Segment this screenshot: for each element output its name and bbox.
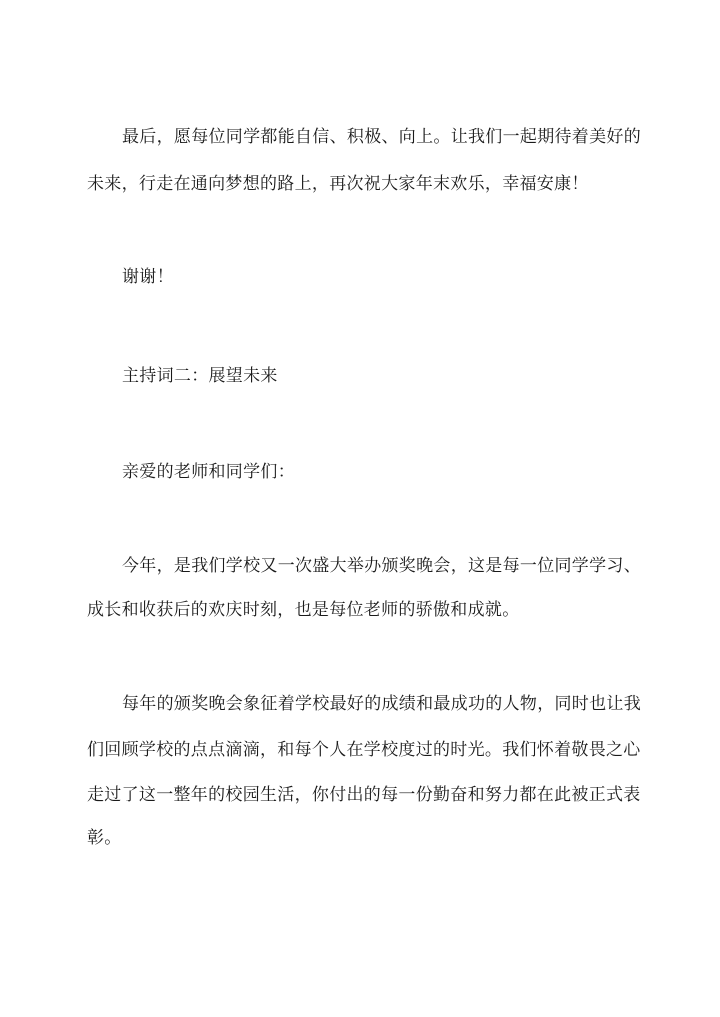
paragraph-2-line-1: 谢谢！	[122, 267, 174, 287]
paragraph-5-line-2: 成长和收获后的欢庆时刻，也是每位老师的骄傲和成就。	[87, 600, 520, 620]
paragraph-6-line-4: 彰。	[87, 828, 122, 848]
salutation: 亲爱的老师和同学们：	[122, 462, 295, 482]
paragraph-1-line-2: 未来，行走在通向梦想的路上，再次祝大家年末欢乐，幸福安康！	[87, 174, 589, 194]
paragraph-1-line-1: 最后，愿每位同学都能自信、积极、向上。让我们一起期待着美好的	[122, 127, 641, 147]
paragraph-5-line-1: 今年，是我们学校又一次盛大举办颁奖晚会，这是每一位同学学习、	[122, 556, 641, 576]
paragraph-6-line-2: 们回顾学校的点点滴滴，和每个人在学校度过的时光。我们怀着敬畏之心	[87, 740, 641, 760]
paragraph-6-line-3: 走过了这一整年的校园生活，你付出的每一份勤奋和努力都在此被正式表	[87, 785, 641, 805]
paragraph-6-line-1: 每年的颁奖晚会象征着学校最好的成绩和最成功的人物，同时也让我	[122, 694, 641, 714]
section-heading: 主持词二：展望未来	[122, 366, 278, 386]
